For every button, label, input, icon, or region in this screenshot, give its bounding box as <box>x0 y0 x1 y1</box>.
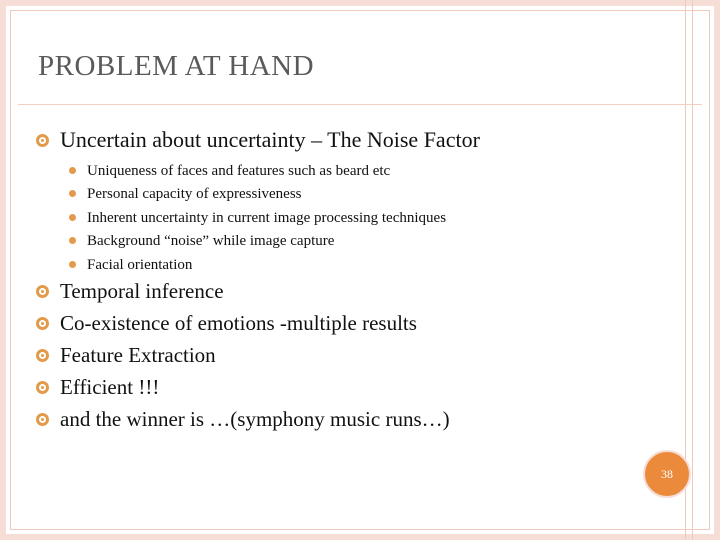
bullet-text: Co-existence of emotions -multiple results <box>60 311 417 335</box>
bullet-icon <box>36 381 49 394</box>
bullet-text: Temporal inference <box>60 279 224 303</box>
bullet-icon <box>36 413 49 426</box>
main-bullet-text: Uncertain about uncertainty – The Noise Factor <box>60 127 480 152</box>
bullet-icon <box>36 349 49 362</box>
slide-title: PROBLEM AT HAND <box>38 50 315 82</box>
bullet-icon <box>36 134 49 147</box>
side-rule <box>692 0 693 540</box>
bullet-text: and the winner is …(symphony music runs…) <box>60 407 450 431</box>
sub-bullet-text: Background “noise” while image capture <box>87 233 335 249</box>
sub-bullet-text: Facial orientation <box>87 257 193 273</box>
bullet-text: Feature Extraction <box>60 343 216 367</box>
sub-bullet-icon <box>69 214 76 221</box>
page-number: 38 <box>661 466 673 481</box>
sub-bullet-text: Uniqueness of faces and features such as beard etc <box>87 163 391 179</box>
sub-bullet-icon <box>69 190 76 197</box>
sub-bullet-icon <box>69 261 76 268</box>
title-divider <box>18 104 702 105</box>
sub-bullet-text: Inherent uncertainty in current image processing techniques <box>87 210 447 226</box>
page-number-badge <box>643 450 691 498</box>
bullet-icon <box>36 285 49 298</box>
bullet-text: Efficient !!! <box>60 375 160 399</box>
sub-bullet-icon <box>69 167 76 174</box>
sub-bullet-icon <box>69 237 76 244</box>
sub-bullet-text: Personal capacity of expressiveness <box>87 186 302 202</box>
bullet-icon <box>36 317 49 330</box>
